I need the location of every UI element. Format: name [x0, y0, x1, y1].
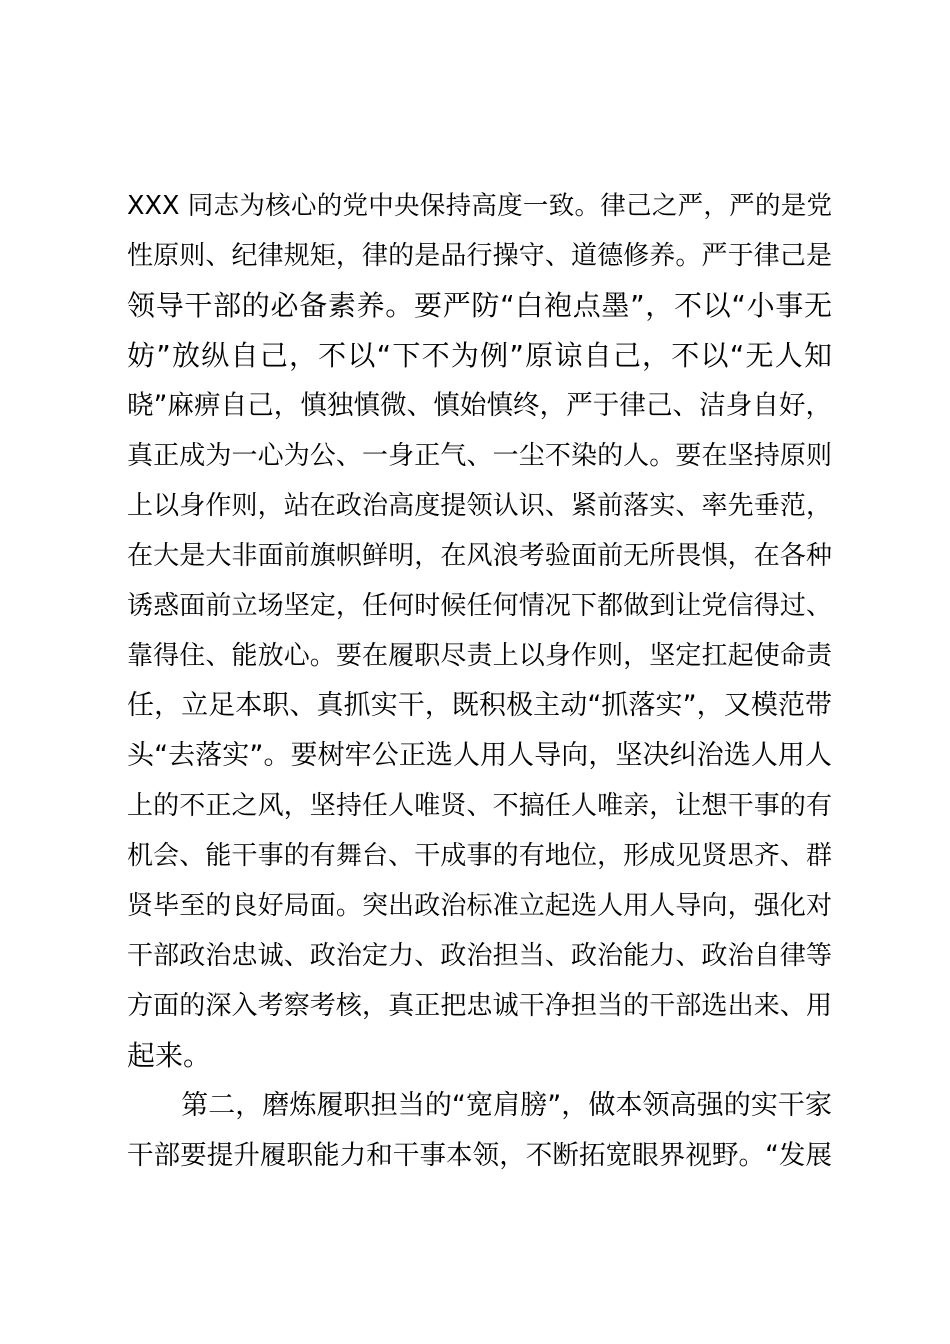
text-line-9: 诱惑面前立场坚定，任何时候任何情况下都做到让党信得过、 [127, 591, 832, 621]
text-line-5: 晓”麻痹自己，慎独慎微、慎始慎终，严于律己、洁身自好， [127, 390, 832, 421]
text-line-7: 上以身作则，站在政治高度提领认识、紧前落实、率先垂范， [127, 491, 832, 521]
text-line-18: 起来。 [127, 1039, 212, 1072]
text-line-2: 性原则、纪律规矩，律的是品行操守、道德修养。严于律己是 [127, 241, 832, 271]
text-line-13: 上的不正之风，坚持任人唯贤、不搞任人唯亲，让想干事的有 [127, 791, 832, 821]
text-line-17: 方面的深入考察考核，真正把忠诚干净担当的干部选出来、用 [127, 991, 832, 1021]
text-line-15: 贤毕至的良好局面。突出政治标准立起选人用人导向，强化对 [127, 891, 832, 921]
text-line-3: 领导干部的必备素养。要严防“白袍点墨”，不以“小事无 [127, 289, 832, 322]
text-line-1: XXX 同志为核心的党中央保持高度一致。律己之严，严的是党 [127, 191, 832, 221]
text-line-20: 干部要提升履职能力和干事本领，不断拓宽眼界视野。“发展 [127, 1140, 832, 1171]
text-line-11: 任，立足本职、真抓实干，既积极主动“抓落实”，又模范带 [127, 690, 832, 721]
text-line-6: 真正成为一心为公、一身正气、一尘不染的人。要在坚持原则 [127, 441, 832, 471]
text-line-16: 干部政治忠诚、政治定力、政治担当、政治能力、政治自律等 [127, 941, 832, 971]
body-text [127, 181, 832, 1181]
text-line-8: 在大是大非面前旗帜鲜明，在风浪考验面前无所畏惧，在各种 [127, 541, 832, 571]
text-line-19: 第二，磨炼履职担当的“宽肩膀”，做本领高强的实干家 [127, 1090, 832, 1121]
text-line-10: 靠得住、能放心。要在履职尽责上以身作则，坚定扛起使命责 [127, 641, 832, 671]
text-line-12: 头“去落实”。要树牢公正选人用人导向，坚决纠治选人用人 [127, 740, 832, 771]
text-line-4: 妨”放纵自己，不以“下不为例”原谅自己，不以“无人知 [127, 339, 832, 372]
text-line-14: 机会、能干事的有舞台、干成事的有地位，形成见贤思齐、群 [127, 841, 832, 871]
